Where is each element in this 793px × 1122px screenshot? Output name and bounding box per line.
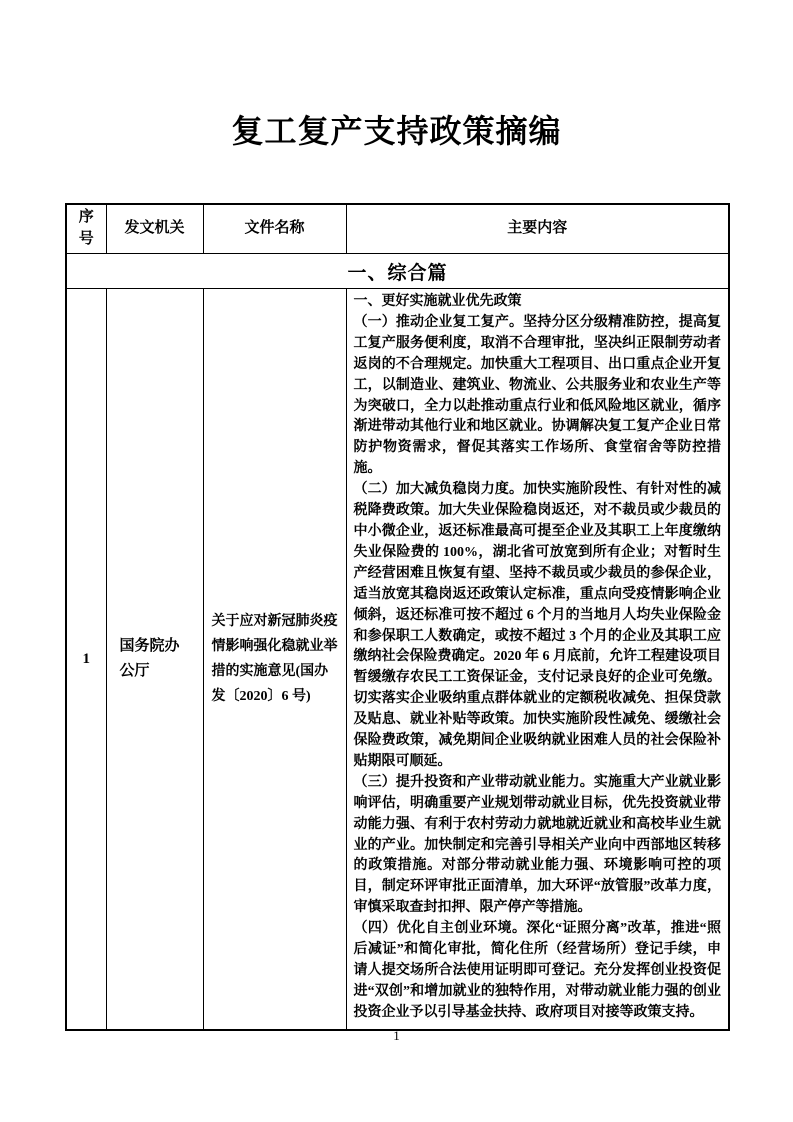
content-paragraph: （三）提升投资和产业带动就业能力。实施重大产业就业影响评估，明确重要产业规划带动就业目标，优先投资就业带动能力强、有利于农村劳动力就地就近就业和高校毕业生就业的产业。加快制定和完善引导相关产业向中西部地区转移的政策措施。对部分带动就业能力强、环境影响可控的项目，制定环评审批正面清单，加大环评“放管服”改革力度，审慎采取查封扣押、限产停产等措施。	[353, 774, 721, 916]
section-row	[66, 254, 729, 289]
table-header-row	[66, 204, 729, 254]
table-row	[66, 289, 729, 1031]
content-cell	[346, 289, 729, 1031]
column-header-content: 主要内容	[346, 204, 729, 254]
page-title: 复工复产支持政策摘编	[231, 113, 562, 149]
column-header-agency: 发文机关	[106, 204, 203, 254]
content-paragraph: （一）推动企业复工复产。坚持分区分级精准防控，提高复工复产服务便利度，取消不合理审批，坚决纠正限制劳动者返岗的不合理规定。加快重大工程项目、出口重点企业开复工，以制造业、建筑业、物流业、公共服务业和农业生产等为突破口，全力以赴推动重点行业和低风险地区就业，循序渐进带动其他行业和地区就业。协调解决复工复产企业日常防护物资需求，督促其落实工作场所、食堂宿舍等防控措施。	[353, 314, 721, 477]
content-paragraph: （二）加大减负稳岗力度。加快实施阶段性、有针对性的减税降费政策。加大失业保险稳岗返还，对不裁员或少裁员的中小微企业，返还标准最高可提至企业及其职工上年度缴纳失业保险费的 100%，湖北省可放宽到所有企业；对暂时生产经营困难且恢复有望、坚持不裁员或少裁员的参保企业，适当放宽其稳岗返还政策认定标准，重点向受疫情影响企业倾斜，返还标准可按不超过 6 个月的当地月人均失业保险金和参保职工人数确定，或按不超过 3 个月的企业及其职工应缴纳社会保险费确定。2020 年 6 月底前，允许工程建设项目暂缓缴存农民工工资保证金，支付记录良好的企业可免缴。切实落实企业吸纳重点群体就业的定额税收减免、担保贷款及贴息、就业补贴等政策。加快实施阶段性减免、缓缴社会保险费政策，减免期间企业吸纳就业困难人员的社会保险补贴期限可顺延。	[353, 482, 721, 769]
column-header-document: 文件名称	[203, 204, 346, 254]
document-name-cell: 关于应对新冠肺炎疫情影响强化稳就业举措的实施意见(国办发〔2020〕6 号)	[203, 289, 346, 1031]
page-number: 1	[393, 1028, 400, 1043]
content-paragraph: 一、更好实施就业优先政策	[353, 294, 522, 309]
policy-table	[65, 203, 730, 1031]
content-paragraph: （四）优化自主创业环境。深化“证照分离”改革，推进“照后减证”和简化审批，简化住所（经营场所）登记手续，申请人提交场所合法使用证明即可登记。充分发挥创业投资促进“双创”和增加就业的独特作用，对带动就业能力强的创业投资企业予以引导基金扶持、政府项目对接等政策支持。	[353, 921, 721, 1020]
column-header-serial: 序号	[66, 204, 106, 254]
agency-cell: 国务院办公厅	[106, 289, 203, 1031]
section-title: 一、综合篇	[66, 254, 729, 289]
serial-cell: 1	[66, 289, 106, 1031]
